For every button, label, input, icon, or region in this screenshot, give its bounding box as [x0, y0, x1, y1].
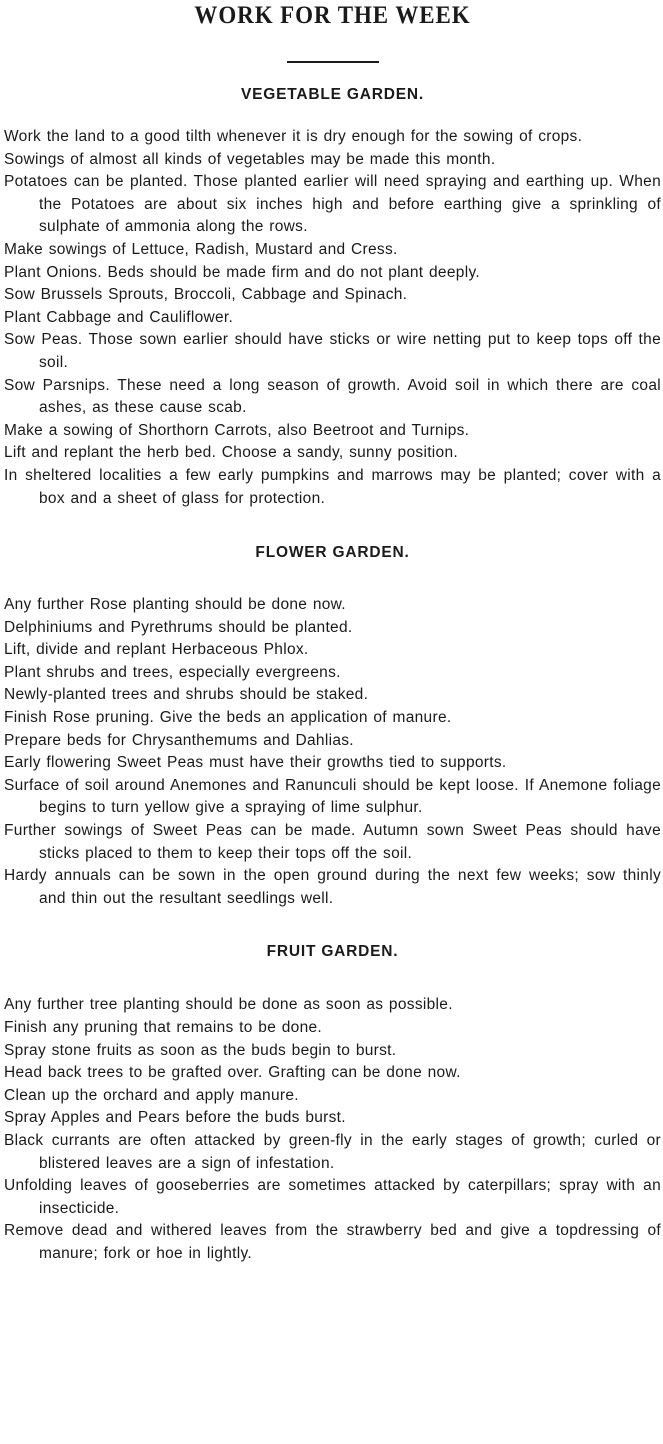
list-item: Prepare beds for Chrysanthemums and Dahlias. [4, 731, 354, 749]
list-item: Newly-planted trees and shrubs should be staked. [4, 686, 369, 704]
flower-garden-heading: FLOWER GARDEN. [255, 544, 410, 562]
list-item: Plant shrubs and trees, especially evergreens. [4, 663, 341, 681]
list-item: Sow Parsnips. These need a long season of growth. Avoid soil in which there are coal ashes, as these cause scab. [4, 376, 661, 417]
list-item: In sheltered localities a few early pumpkins and marrows may be planted; cover with a box and a sheet of glass for protection. [4, 466, 661, 507]
fruit-garden-heading: FRUIT GARDEN. [266, 943, 399, 961]
list-item: Any further Rose planting should be done now. [4, 596, 346, 614]
flower-garden-section [4, 543, 661, 910]
list-item: Lift, divide and replant Herbaceous Phlox. [4, 641, 309, 659]
list-item: Work the land to a good tilth whenever it is dry enough for the sowing of crops. [4, 128, 583, 145]
list-item: Spray Apples and Pears before the buds burst. [4, 1109, 346, 1127]
list-item: Lift and replant the herb bed. Choose a sandy, sunny position. [4, 444, 458, 462]
list-item: Sow Brussels Sprouts, Broccoli, Cabbage and Spinach. [4, 286, 408, 304]
list-item: Any further tree planting should be done as soon as possible. [4, 996, 453, 1014]
list-item: Make sowings of Lettuce, Radish, Mustard and Cress. [4, 240, 398, 258]
list-item: Plant Cabbage and Cauliflower. [4, 308, 234, 326]
list-item: Head back trees to be grafted over. Grafting can be done now. [4, 1064, 461, 1082]
list-item: Remove dead and withered leaves from the strawberry bed and give a topdressing of manure; fork or hoe in lightly. [4, 1222, 661, 1262]
list-item: Delphiniums and Pyrethrums should be planted. [4, 618, 353, 636]
list-item: Black currants are often attacked by green-fly in the early stages of growth; curled or blistered leaves are a sign of infestation. [4, 1131, 661, 1172]
list-item: Finish any pruning that remains to be done. [4, 1019, 323, 1036]
title-divider [287, 61, 379, 63]
list-item: Early flowering Sweet Peas must have their growths tied to supports. [4, 754, 507, 772]
flower-garden-list [4, 594, 661, 910]
list-item: Surface of soil around Anemones and Ranunculi should be kept loose. If Anemone foliage begins to turn yellow give a spraying of lime sulphur. [4, 776, 661, 817]
list-item: Spray stone fruits as soon as the buds begin to burst. [4, 1041, 397, 1059]
vegetable-garden-list [4, 126, 661, 510]
vegetable-garden-heading: VEGETABLE GARDEN. [241, 86, 424, 103]
list-item: Hardy annuals can be sown in the open ground during the next few weeks; sow thinly and thin out the resultant seedlings well. [4, 867, 661, 907]
vegetable-garden-section [4, 85, 661, 510]
list-item: Unfolding leaves of gooseberries are sometimes attacked by caterpillars; spray with an insecticide. [4, 1177, 661, 1217]
page-title: WORK FOR THE WEEK [194, 2, 471, 29]
list-item: Sowings of almost all kinds of vegetables may be made this month. [4, 150, 496, 168]
list-item: Further sowings of Sweet Peas can be made. Autumn sown Sweet Peas should have sticks placed to them to keep their tops off the soil. [4, 822, 661, 862]
fruit-garden-section [4, 942, 661, 1265]
list-item: Clean up the orchard and apply manure. [4, 1086, 299, 1104]
list-item: Finish Rose pruning. Give the beds an application of manure. [4, 709, 452, 727]
list-item: Plant Onions. Beds should be made firm and do not plant deeply. [4, 263, 480, 281]
list-item: Make a sowing of Shorthorn Carrots, also Beetroot and Turnips. [4, 421, 470, 439]
list-item: Potatoes can be planted. Those planted earlier will need spraying and earthing up. When the Potatoes are about six inches high and before earthing give a sprinkling of sulphate of ammonia along the rows. [4, 173, 661, 236]
list-item: Sow Peas. Those sown earlier should have sticks or wire netting put to keep tops off the soil. [4, 331, 661, 371]
fruit-garden-list [4, 994, 661, 1265]
